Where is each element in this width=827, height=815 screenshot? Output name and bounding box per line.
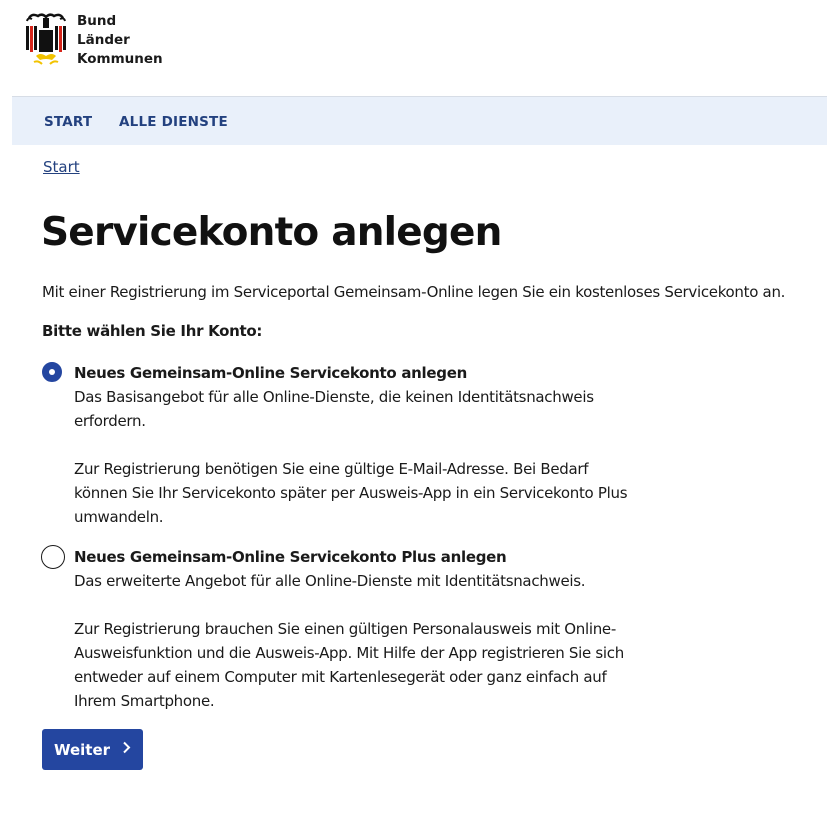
weiter-button-label: Weiter xyxy=(53,740,111,759)
nav-alle-dienste[interactable]: ALLE DIENSTE xyxy=(119,114,228,130)
main-navigation xyxy=(12,96,827,145)
nav-start[interactable]: START xyxy=(44,114,93,130)
option-servicekonto-desc-1: Das Basisangebot für alle Online-Dienste, die keinen Identitätsnachweis erfordern. xyxy=(74,388,594,430)
option-servicekonto-plus-body xyxy=(74,545,674,713)
option-servicekonto-title: Neues Gemeinsam-Online Servicekonto anlegen xyxy=(74,364,467,382)
option-servicekonto-plus-desc-1: Das erweiterte Angebot für alle Online-Dienste mit Identitätsnachweis. xyxy=(74,572,586,590)
option-servicekonto-plus-title: Neues Gemeinsam-Online Servicekonto Plus anlegen xyxy=(74,548,507,566)
logo-line-laender: Länder xyxy=(77,32,130,48)
intro-text: Mit einer Registrierung im Serviceportal Gemeinsam-Online legen Sie ein kostenloses Servicekonto an. xyxy=(42,283,786,301)
option-servicekonto-plus[interactable] xyxy=(42,545,662,715)
page-title: Servicekonto anlegen xyxy=(41,210,502,255)
federal-eagle-icon xyxy=(24,12,68,68)
logo[interactable] xyxy=(24,12,184,72)
option-servicekonto-description xyxy=(74,385,634,529)
logo-wordmark xyxy=(77,12,163,72)
radio-servicekonto[interactable] xyxy=(42,362,62,382)
weiter-button[interactable] xyxy=(42,729,143,770)
radio-servicekonto-plus[interactable] xyxy=(41,545,65,569)
account-choice-legend: Bitte wählen Sie Ihr Konto: xyxy=(42,322,263,340)
option-servicekonto-plus-desc-2: Zur Registrierung brauchen Sie einen gültigen Personalausweis mit Online-Ausweisfunktion und die Ausweis-App. Mit Hilfe der App registrieren Sie sich entweder auf einem Computer mit Kartenlesegerät oder ganz einfach auf Ihrem Smartphone. xyxy=(74,620,624,710)
chevron-right-icon xyxy=(122,741,131,758)
option-servicekonto-body xyxy=(74,361,674,529)
breadcrumb-start[interactable]: Start xyxy=(43,158,80,176)
logo-line-kommunen: Kommunen xyxy=(77,51,163,67)
logo-line-bund: Bund xyxy=(77,13,117,29)
option-servicekonto-plus-description xyxy=(74,569,634,713)
option-servicekonto[interactable] xyxy=(42,361,662,531)
option-servicekonto-desc-2: Zur Registrierung benötigen Sie eine gültige E-Mail-Adresse. Bei Bedarf können Sie Ihr Servicekonto später per Ausweis-App in ein Servicekonto Plus umwandeln. xyxy=(74,460,628,526)
